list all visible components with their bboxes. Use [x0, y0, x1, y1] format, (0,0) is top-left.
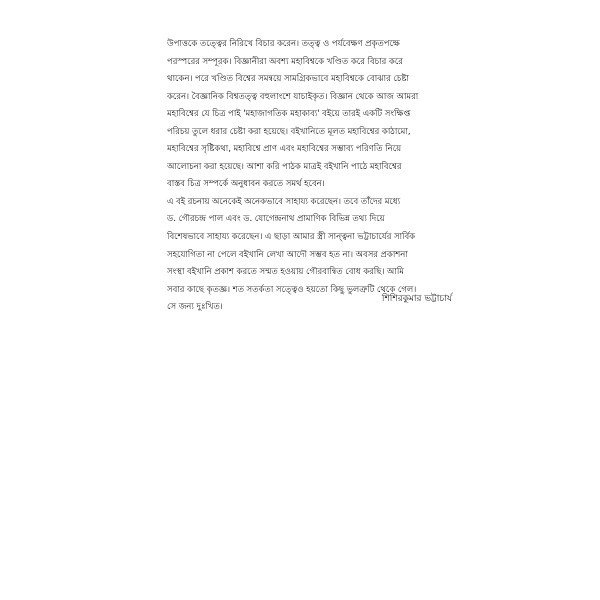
text-line: মহাবিশ্বের যে চিত্র পাই 'মহাজাগতিক মহাকাব্য' বইয়ে তারই একটি সংক্ষিপ্ত — [167, 109, 411, 120]
body-text — [167, 36, 453, 317]
text-line: সহযোগিতা না পেলে বইখানি লেখা আদৌ সম্ভব হত না। অবসর প্রকাশনা — [167, 249, 408, 260]
text-line: সে জন্য দুঃখিত। — [167, 302, 223, 313]
text-line: করেন। বৈজ্ঞানিক বিশ্বতত্ত্ব বহুলাংশে যাচাইকৃত। বিজ্ঞান থেকে আজ আমরা — [167, 91, 419, 102]
text-line: বিশেষভাবে সাহায্য করেছেন। এ ছাড়া আমার স্ত্রী সান্ত্বনা ভট্টাচার্যের সার্বিক — [167, 232, 416, 243]
text-line: থাকেন। পরে খণ্ডিত বিশ্বের সমন্বয়ে সামগ্রিকভাবে মহাবিশ্বকে বোঝার চেষ্টা — [167, 74, 409, 85]
text-line: এ বই রচনায় অনেকেই অনেকভাবে সাহায্য করেছেন। তবে তাঁদের মধ্যে — [167, 196, 401, 207]
text-line: ড. গৌরচন্দ্র পাল এবং ড. যোগেন্দ্রনাথ প্রামাণিক বিভিন্ন তথ্য দিয়ে — [167, 214, 385, 225]
text-line: পরিচয় তুলে ধরার চেষ্টা করা হয়েছে। বইখানিতে মূলত মহাবিশ্বের কাঠামো, — [167, 126, 411, 137]
text-line: সবার কাছে কৃতজ্ঞ। শত সতর্কতা সত্ত্বেও হয়তো কিছু ভুলত্রুটি থেকে গেল। — [167, 284, 417, 295]
text-line: সংস্থা বইখানি প্রকাশ করতে সম্মত হওয়ায় গৌরবান্বিত বোধ করছি। আমি — [167, 267, 404, 278]
text-line: বাস্তব চিত্র সম্পর্কে অনুধাবন করতে সমর্থ হবেন। — [167, 179, 325, 190]
author-signature: শিশিরকুমার ভট্টাচার্য — [381, 294, 452, 304]
text-line: মহাবিশ্বের সৃষ্টিকথা, মহাবিশ্বে প্রাণ এবং মহাবিশ্বের সম্ভাব্য পরিণতি নিয়ে — [167, 144, 402, 155]
text-line: পরস্পরের সম্পূরক। বিজ্ঞানীরা অবশ্য মহাবিশ্বকে খণ্ডিত করে বিচার করে — [167, 56, 403, 67]
text-line: আলোচনা করা হয়েছে। আশা করি পাঠক মাত্রই বইখানি পাঠে মহাবিশ্বের — [167, 161, 402, 172]
text-line: উপাত্তকে তত্ত্বের নিরিখে বিচার করেন। তত্ত্ব ও পর্যবেক্ষণ প্রকৃতপক্ষে — [167, 39, 400, 49]
